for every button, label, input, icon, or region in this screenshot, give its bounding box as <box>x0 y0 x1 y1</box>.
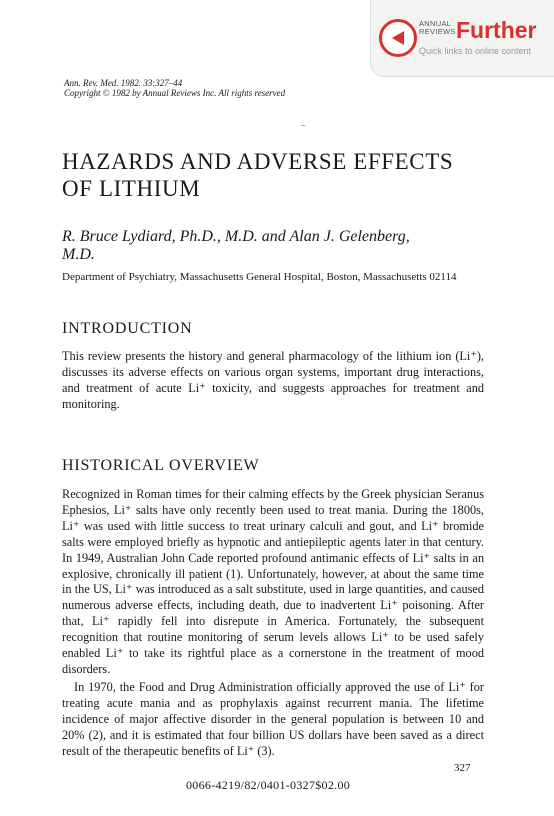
journal-reference: Ann. Rev. Med. 1982. 33:327–44 <box>64 78 183 88</box>
quick-links-label[interactable]: Quick links to online content <box>419 46 532 56</box>
arrow-left-icon <box>379 19 417 57</box>
annual-reviews-logo-text: ANNUAL REVIEWS <box>419 19 456 36</box>
copyright-line: Copyright © 1982 by Annual Reviews Inc. All rights reserved <box>64 88 286 98</box>
further-label: Further <box>456 17 537 43</box>
article-title: HAZARDS AND ADVERSE EFFECTS OF LITHIUM <box>62 149 454 201</box>
introduction-paragraph: This review presents the history and general pharmacology of the lithium ion (Li⁺), discusses its adverse effects on various organ systems, important drug interactions, and treatment of acute Li⁺ toxicity, and suggests approaches for treatment and monitoring. <box>62 349 484 411</box>
history-paragraph-2: In 1970, the Food and Drug Administration officially approved the use of Li⁺ for treating acute mania and as prophylaxis against recurrent mania. The lifetime incidence of major affective disorder in the general population is between 10 and 20% (2), and it is estimated that four billion US dollars have been saved as a direct result of the therapeutic benefits of Li⁺ (3). <box>62 680 484 758</box>
section-heading-historical-overview: HISTORICAL OVERVIEW <box>62 457 260 474</box>
page-number: 327 <box>454 762 471 774</box>
author-affiliation: Department of Psychiatry, Massachusetts General Hospital, Boston, Massachusetts 02114 <box>62 271 457 283</box>
section-heading-introduction: INTRODUCTION <box>62 320 193 337</box>
article-authors: R. Bruce Lydiard, Ph.D., M.D. and Alan J. Gelenberg, M.D. <box>62 228 410 263</box>
article-code: 0066-4219/82/0401-0327$02.00 <box>186 778 351 792</box>
history-paragraph-1: Recognized in Roman times for their calming effects by the Greek physician Seranus Ephesios, Li⁺ salts have only recently been used to treat mania. During the 1800s, Li⁺ was used with little success to treat urinary calculi and gout, and Li⁺ bromide salts were employed briefly as hypnotic and antiepileptic agents later in that century. In 1949, Australian John Cade reported profound antimanic effects of Li⁺ salts in an explosive, chronically ill patient (1). Unfortunately, however, at about the same time in the US, Li⁺ was introduced as a salt substitute, used in large quantities, and caused numerous adverse effects, including death, due to inadvertent Li⁺ poisoning. After that, Li⁺ rapidly fell into disrepute in America. Fortunately, the subsequent recognition that routine monitoring of serum levels allows Li⁺ to be used safely enabled Li⁺ to take its rightful place as a cornerstone in the treatment of mood disorders. <box>62 487 484 676</box>
print-mark <box>301 125 305 126</box>
further-banner[interactable] <box>370 0 554 77</box>
